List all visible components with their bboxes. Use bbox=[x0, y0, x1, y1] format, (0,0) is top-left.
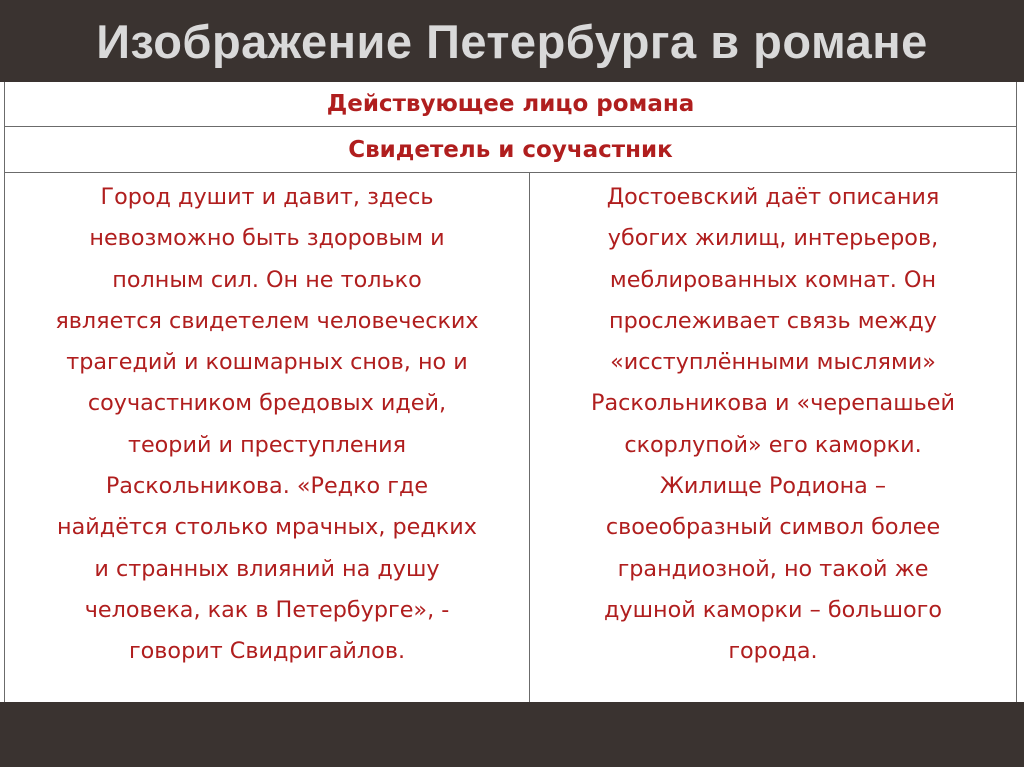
left-text-line: является свидетелем человеческих bbox=[55, 307, 479, 334]
right-text-line: скорлупой» его каморки. bbox=[624, 431, 922, 458]
slide-title: Изображение Петербурга в романе bbox=[96, 14, 928, 68]
header-witness-label: Свидетель и соучастник bbox=[348, 136, 673, 163]
right-text-line: душной каморки – большого bbox=[603, 596, 943, 623]
title-bar bbox=[0, 0, 1024, 82]
left-text-line: человека, как в Петербурге», - bbox=[84, 596, 450, 623]
left-text-line: Город душит и давит, здесь bbox=[100, 184, 434, 210]
left-text-line: говорит Свидригайлов. bbox=[128, 638, 406, 665]
right-text-line: Раскольникова и «черепашьей bbox=[591, 390, 955, 417]
table-header-row-1 bbox=[5, 82, 1016, 127]
left-text-line: найдётся столько мрачных, редких bbox=[57, 514, 477, 541]
right-text-line: прослеживает связь между bbox=[609, 307, 937, 334]
right-column-text bbox=[530, 173, 1016, 702]
left-text-line: полным сил. Он не только bbox=[112, 266, 422, 293]
right-text-line: города. bbox=[728, 638, 818, 665]
right-text-line: «исступлёнными мыслями» bbox=[610, 349, 936, 376]
right-text-line: меблированных комнат. Он bbox=[609, 266, 937, 293]
left-text-line: трагедий и кошмарных снов, но и bbox=[66, 349, 468, 376]
right-text-line: убогих жилищ, интерьеров, bbox=[607, 225, 939, 252]
right-text-line: Достоевский даёт описания bbox=[606, 184, 940, 210]
left-text-line: соучастником бредовых идей, bbox=[87, 390, 447, 417]
left-text-line: невозможно быть здоровым и bbox=[89, 225, 445, 252]
right-text-line: своеобразный символ более bbox=[605, 514, 941, 541]
left-text-line: теорий и преступления bbox=[127, 431, 407, 458]
header-role-label: Действующее лицо романа bbox=[326, 91, 695, 117]
content-table bbox=[4, 82, 1017, 702]
right-text-line: грандиозной, но такой же bbox=[617, 555, 929, 582]
right-text-line: Жилище Родиона – bbox=[659, 473, 887, 500]
left-column-text bbox=[5, 173, 530, 702]
footer-bar bbox=[0, 702, 1024, 767]
slide-body bbox=[0, 82, 1024, 702]
table-header-row-2 bbox=[5, 127, 1016, 173]
left-text-line: и странных влияний на душу bbox=[94, 555, 440, 582]
left-text-line: Раскольникова. «Редко где bbox=[105, 473, 429, 500]
